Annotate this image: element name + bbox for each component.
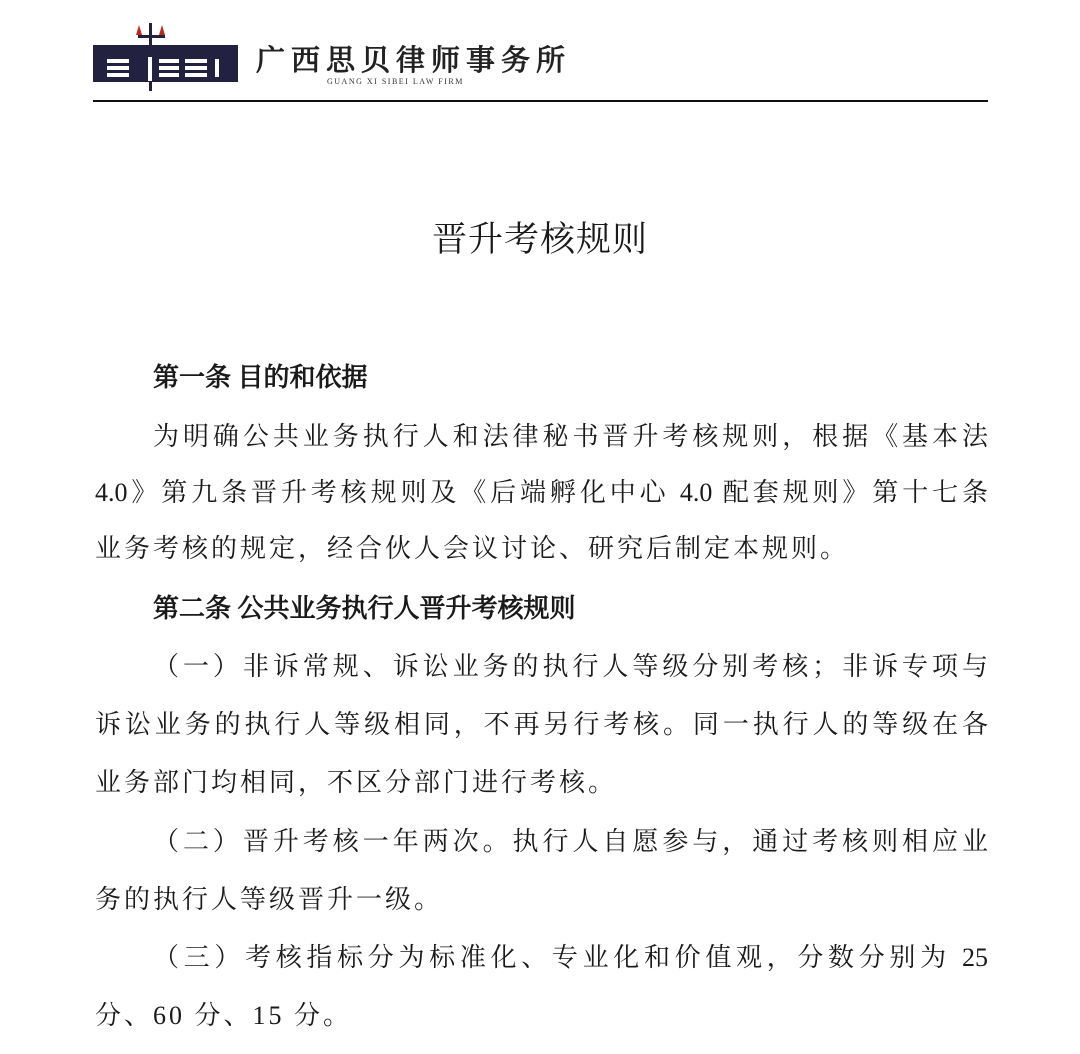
document-title: 晋升考核规则	[431, 220, 648, 260]
paragraph-line: （二）晋升考核一年两次。执行人自愿参与，通过考核则相应业	[153, 827, 988, 856]
paragraph-line: 为明确公共业务执行人和法律秘书晋升考核规则，根据《基本法	[153, 422, 988, 451]
paragraph-line: 务的执行人等级晋升一级。	[95, 885, 444, 914]
header-divider	[93, 100, 988, 102]
firm-name-cn: 广西思贝律师事务所	[256, 45, 572, 77]
paragraph-line: 业务考核的规定，经合伙人会议讨论、研究后制定本规则。	[95, 534, 850, 563]
firm-logo	[93, 45, 238, 82]
paragraph-line: （一）非诉常规、诉讼业务的执行人等级分别考核；非诉专项与	[153, 652, 988, 681]
article-2-heading: 第二条 公共业务执行人晋升考核规则	[153, 594, 576, 623]
logo-mark-icon	[93, 21, 238, 91]
paragraph-line: 4.0》第九条晋升考核规则及《后端孵化中心 4.0 配套规则》第十七条	[95, 478, 988, 507]
paragraph-line: 诉讼业务的执行人等级相同，不再另行考核。同一执行人的等级在各	[95, 710, 988, 739]
paragraph-line: （三）考核指标分为标准化、专业化和价值观，分数分别为 25	[153, 943, 988, 972]
paragraph-line: 业务部门均相同，不区分部门进行考核。	[95, 768, 618, 797]
firm-name-en: GUANG XI SIBEI LAW FIRM	[327, 77, 464, 86]
paragraph-line: 分、60 分、15 分。	[95, 1001, 353, 1030]
article-1-heading: 第一条 目的和依据	[153, 363, 368, 392]
